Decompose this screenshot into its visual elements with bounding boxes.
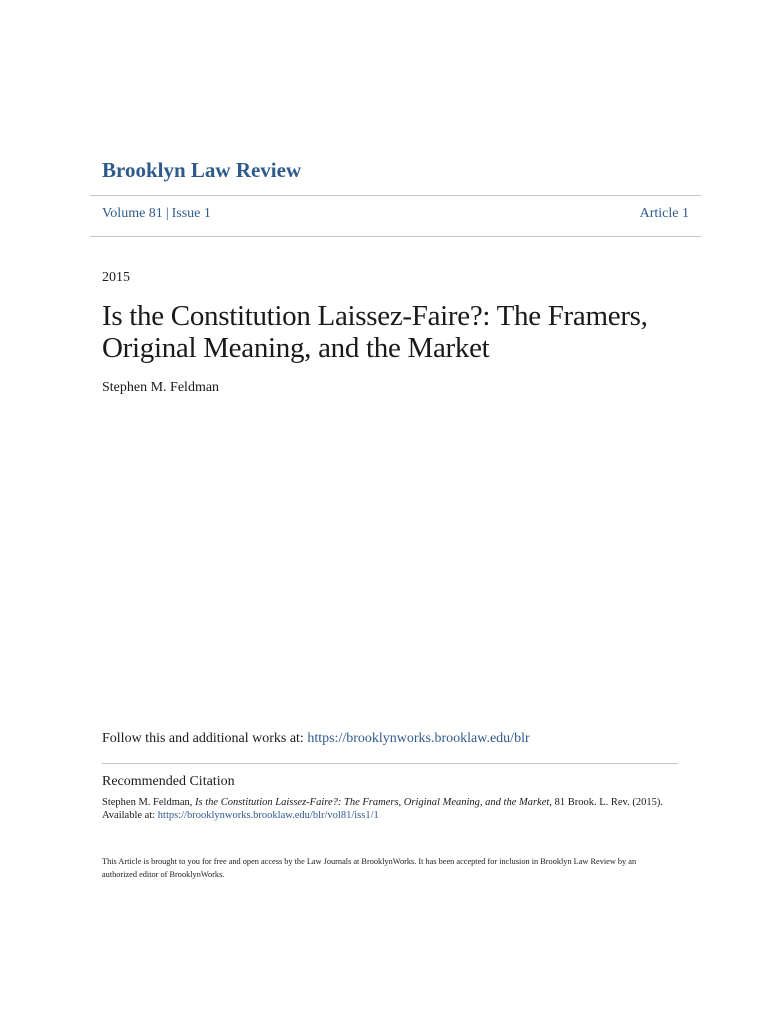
journal-title[interactable]: Brooklyn Law Review — [102, 158, 302, 182]
author-name[interactable]: Stephen M. Feldman — [102, 380, 220, 395]
volume-issue-separator: | — [165, 206, 169, 221]
access-note: This Article is brought to you for free and open access by the Law Journals at BrooklynWorks. It has been accepted for inclusion in Brooklyn Law Review by an authorized editor of BrooklynWorks. — [102, 857, 637, 879]
header-rule-bottom — [90, 236, 701, 237]
follow-line — [102, 731, 530, 747]
article-title: Is the Constitution Laissez-Faire?: The Framers, Original Meaning, and the Market — [102, 300, 648, 364]
follow-link[interactable]: https://brooklynworks.brooklaw.edu/blr — [307, 731, 530, 746]
issue-row — [102, 206, 689, 222]
citation-available-label: Available at: — [102, 810, 156, 821]
citation-title: Is the Constitution Laissez-Faire?: The Framers, Original Meaning, and the Market — [195, 797, 550, 808]
volume-issue — [102, 206, 211, 222]
follow-label: Follow this and additional works at: — [102, 731, 304, 746]
volume-link[interactable]: Volume 81 — [102, 206, 163, 221]
article-number — [640, 206, 689, 222]
citation-author: Stephen M. Feldman, — [102, 797, 193, 808]
article-link[interactable]: Article 1 — [639, 206, 689, 221]
citation-rule — [102, 763, 678, 764]
citation-text — [102, 796, 682, 822]
recommended-citation-heading: Recommended Citation — [102, 774, 235, 789]
citation-source: , 81 Brook. L. Rev. (2015). — [549, 797, 663, 808]
citation-available-link[interactable]: https://brooklynworks.brooklaw.edu/blr/vol81/iss1/1 — [157, 810, 379, 821]
header-rule-top — [90, 195, 701, 196]
publication-year: 2015 — [102, 270, 130, 285]
issue-link[interactable]: Issue 1 — [171, 206, 211, 221]
